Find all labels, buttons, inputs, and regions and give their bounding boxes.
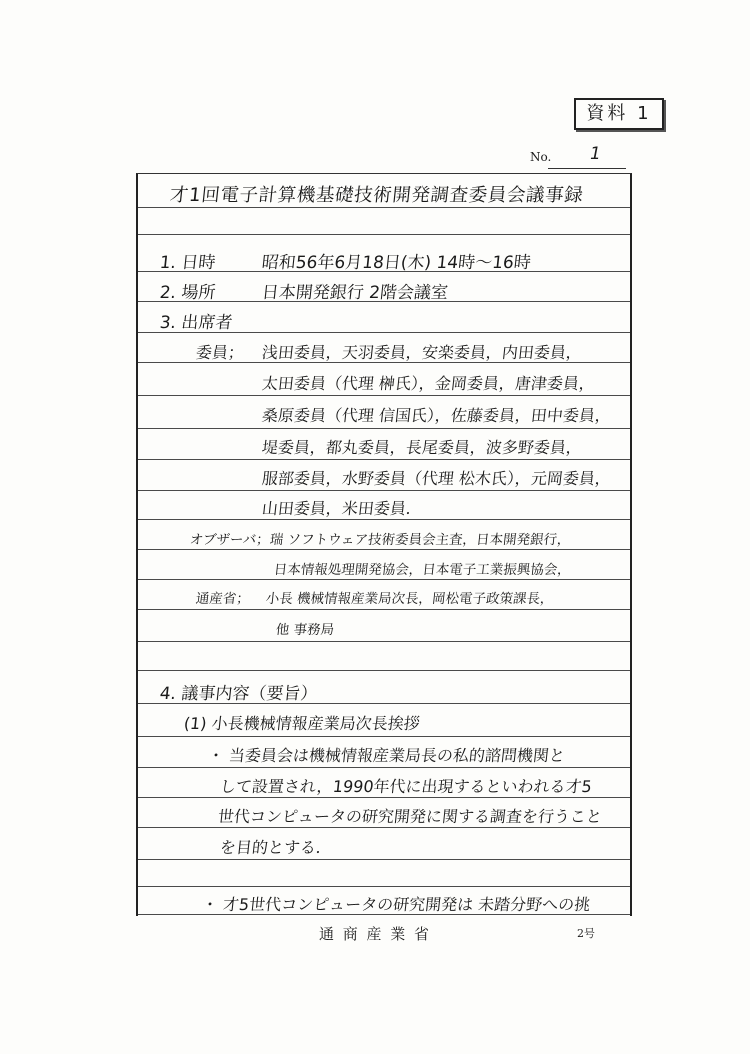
ruled-line — [138, 767, 630, 768]
paragraph-line: ・ 才5世代コンピュータの研究開発は 未踏分野への挑 — [200, 895, 592, 914]
ruled-line — [138, 519, 630, 520]
members-line: 浅田委員，天羽委員，安楽委員，内田委員， — [260, 343, 583, 362]
reference-tag: 資料 1 — [574, 98, 664, 130]
attendees-label: 3. 出席者 — [158, 313, 234, 333]
members-label: 委員； — [194, 343, 245, 362]
date-label: 1. 日時 — [158, 253, 217, 273]
ruled-line — [138, 428, 630, 429]
ruled-line — [138, 641, 630, 642]
observers-line: 日本情報処理開発協会，日本電子工業振興協会， — [272, 562, 572, 578]
minutes-title: 才1回電子計算機基礎技術開発調査委員会議事録 — [168, 185, 585, 206]
ruled-line — [138, 736, 630, 737]
ruled-sheet — [136, 173, 632, 916]
observers-line: 瑞 ソフトウェア技術委員会主査，日本開発銀行， — [268, 532, 572, 548]
greeting-subitem: (1) 小長機械情報産業局次長挨拶 — [182, 714, 421, 733]
members-line: 太田委員（代理 榊氏），金岡委員，唐津委員， — [260, 374, 596, 393]
proceedings-label: 4. 議事内容（要旨） — [158, 684, 319, 704]
form-number: 2号 — [577, 927, 595, 940]
members-line: 服部委員，水野委員（代理 松木氏），元岡委員， — [260, 469, 612, 488]
ruled-line — [138, 886, 630, 887]
page-number-value: 1 — [590, 144, 601, 164]
ruled-line — [138, 234, 630, 235]
observers-label: オブザーバ； — [188, 532, 271, 548]
ministry-footer: 通 商 産 業 省 — [318, 925, 432, 943]
members-line: 山田委員，米田委員． — [260, 499, 423, 518]
miti-line: 小長 機械情報産業局次長，岡松電子政策課長， — [264, 591, 555, 607]
paragraph-line: ・ 当委員会は機械情報産業局長の私的諮問機関と — [206, 746, 566, 765]
ruled-line — [138, 207, 630, 208]
ruled-line — [138, 579, 630, 580]
ruled-line — [138, 797, 630, 798]
paragraph-line: して設置され，1990年代に出現するといわれる才5 — [218, 777, 593, 796]
ruled-line — [138, 670, 630, 671]
ruled-line — [138, 490, 630, 491]
place-value: 日本開発銀行 2階会議室 — [260, 283, 450, 303]
members-line: 桑原委員（代理 信国氏），佐藤委員，田中委員， — [260, 406, 612, 425]
page-number-underline — [548, 168, 626, 169]
date-value: 昭和56年6月18日(木) 14時〜16時 — [260, 253, 532, 273]
ruled-line — [138, 459, 630, 460]
paragraph-line: 世代コンピュータの研究開発に関する調査を行うこと — [216, 807, 603, 826]
members-line: 堤委員，都丸委員，長尾委員，波多野委員， — [260, 438, 583, 457]
miti-line: 他 事務局 — [274, 622, 335, 638]
miti-label: 通産省； — [194, 591, 251, 607]
paragraph-line: を目的とする． — [218, 838, 333, 857]
ruled-line — [138, 395, 630, 396]
ruled-line — [138, 609, 630, 610]
page-number-label: No. — [530, 150, 552, 164]
ruled-line — [138, 859, 630, 860]
place-label: 2. 場所 — [158, 283, 217, 303]
ruled-line — [138, 827, 630, 828]
ruled-line — [138, 549, 630, 550]
